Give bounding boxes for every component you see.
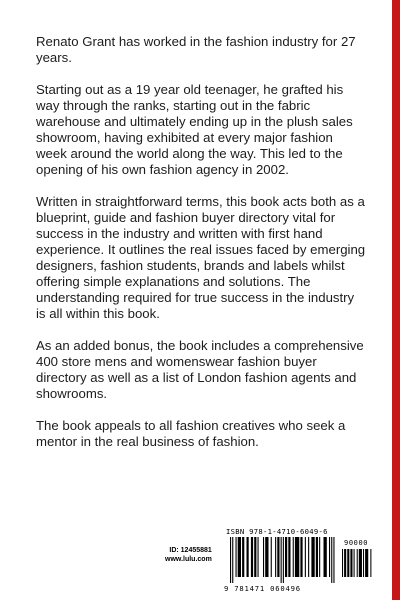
addon-digits: 90000 bbox=[344, 539, 369, 547]
publisher-id: ID: 12455881 bbox=[169, 547, 212, 554]
blurb-paragraph-book-description: Written in straightforward terms, this book acts both as a blueprint, guide and fashion buyer directory vital for success in the industry and written with first hand experience. It outlines the real issues faced by emerging designers, fashion students, brands and labels whilst offering simple explanations and solutions. The understanding required for true success in the industry is all within this book. bbox=[36, 194, 366, 321]
publisher-id-block bbox=[165, 546, 212, 564]
red-spine-edge bbox=[392, 0, 400, 600]
ean-digits: 9 781471 060496 bbox=[224, 584, 301, 593]
blurb-paragraph-author: Renato Grant has worked in the fashion industry for 27 years. bbox=[36, 34, 356, 65]
back-cover-blurb bbox=[36, 34, 366, 466]
blurb-paragraph-audience: The book appeals to all fashion creatives who seek a mentor in the real business of fashion. bbox=[36, 418, 346, 449]
addon-barcode bbox=[342, 549, 374, 583]
blurb-paragraph-bonus: As an added bonus, the book includes a comprehensive 400 store mens and womenswear fashion buyer directory as well as a list of London fashion agents and showrooms. bbox=[36, 338, 364, 401]
isbn-label: ISBN 978-1-4710-6049-6 bbox=[226, 527, 328, 536]
ean-barcode bbox=[230, 537, 338, 583]
blurb-paragraph-career: Starting out as a 19 year old teenager, he grafted his way through the ranks, starting out in the fabric warehouse and ultimately ending up in the plush sales showroom, having exhibited at every major fashion week around the world along the way. This led to the opening of his own fashion agency in 2002. bbox=[36, 82, 353, 177]
publisher-website: www.lulu.com bbox=[165, 556, 212, 563]
isbn-barcode-area bbox=[224, 527, 374, 593]
